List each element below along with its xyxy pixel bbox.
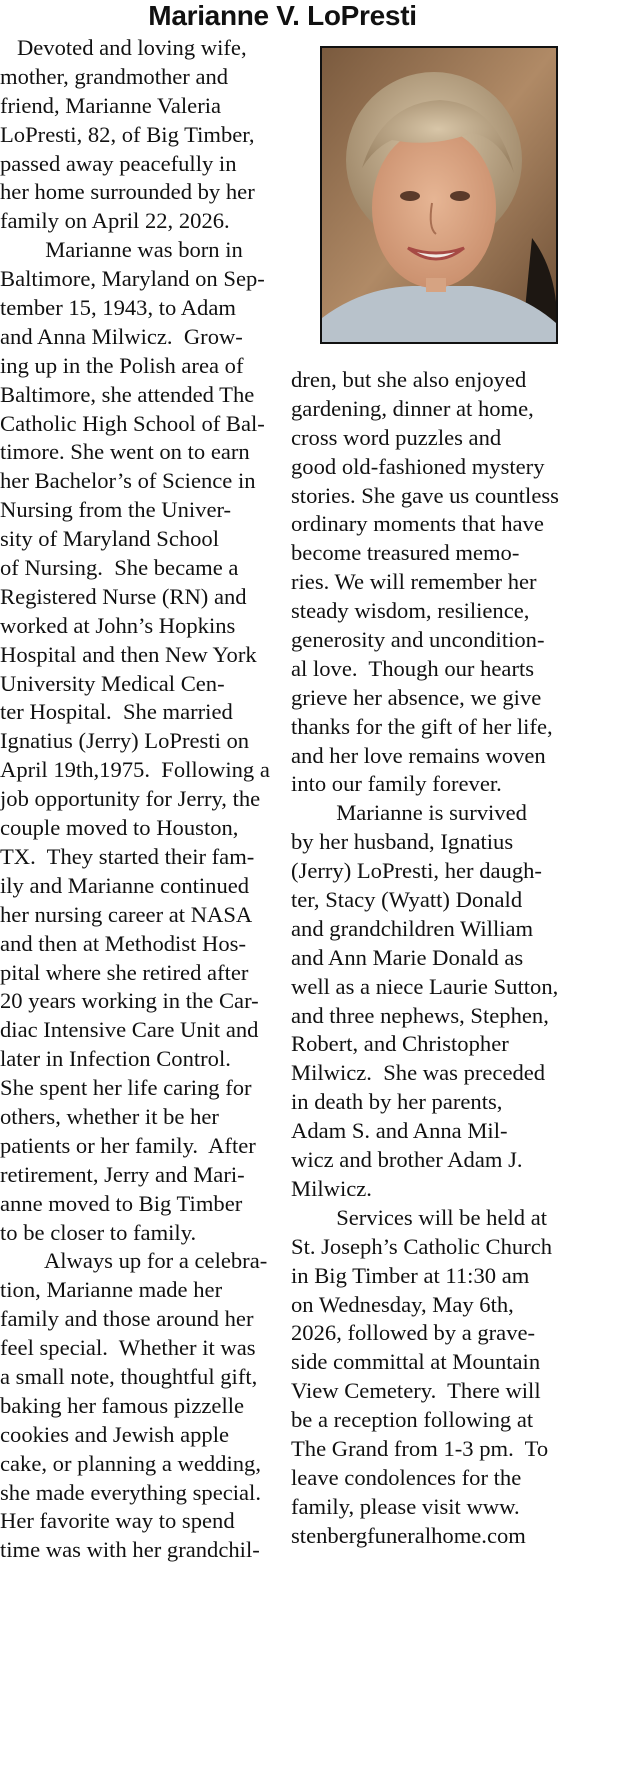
text-line: Registered Nurse (RN) and bbox=[0, 583, 247, 609]
text-line: Milwicz. She was preceded bbox=[291, 1060, 546, 1086]
text-line: and Anna Milwicz. Grow- bbox=[0, 323, 243, 349]
portrait-icon bbox=[322, 48, 556, 342]
text-line: TX. They started their fam- bbox=[0, 843, 255, 869]
text-line: others, whether it be her bbox=[0, 1103, 219, 1129]
text-line: worked at John’s Hopkins bbox=[0, 612, 236, 638]
text-line: of Nursing. She became a bbox=[0, 555, 239, 581]
text-line: dren, but she also enjoyed bbox=[291, 367, 527, 392]
text-line: her nursing career at NASA bbox=[0, 901, 253, 927]
text-line: ries. We will remember her bbox=[291, 569, 537, 595]
text-line: 20 years working in the Car- bbox=[0, 988, 259, 1014]
text-line: become treasured memo- bbox=[291, 540, 520, 566]
text-line: 2026, followed by a grave- bbox=[291, 1320, 536, 1346]
text-line: in death by her parents, bbox=[291, 1089, 503, 1115]
text-line: ordinary moments that have bbox=[291, 511, 544, 537]
text-line: View Cemetery. There will bbox=[291, 1378, 541, 1404]
text-line: job opportunity for Jerry, the bbox=[0, 786, 261, 812]
text-line: to be closer to family. bbox=[0, 1219, 197, 1245]
text-line: and then at Methodist Hos- bbox=[0, 930, 246, 956]
text-line: into our family forever. bbox=[291, 771, 502, 797]
text-line: generosity and uncondition- bbox=[291, 627, 545, 653]
text-line: University Medical Cen- bbox=[0, 670, 225, 696]
text-line: feel special. Whether it was bbox=[0, 1335, 256, 1361]
text-line: couple moved to Houston, bbox=[0, 815, 239, 841]
text-line: The Grand from 1-3 pm. To bbox=[291, 1435, 549, 1461]
text-line: anne moved to Big Timber bbox=[0, 1190, 243, 1216]
text-line: Milwicz. bbox=[291, 1175, 372, 1201]
text-line: ing up in the Polish area of bbox=[0, 352, 244, 378]
text-line: diac Intensive Care Unit and bbox=[0, 1017, 259, 1043]
text-line: cross word puzzles and bbox=[291, 424, 502, 450]
text-line: good old-fashioned mystery bbox=[291, 453, 545, 479]
text-line: Adam S. and Anna Mil- bbox=[291, 1118, 508, 1144]
text-line: Services will be held at bbox=[291, 1204, 547, 1230]
text-line: her Bachelor’s of Science in bbox=[0, 468, 256, 494]
text-line: be a reception following at bbox=[291, 1407, 534, 1433]
text-line: cookies and Jewish apple bbox=[0, 1421, 230, 1447]
text-line: LoPresti, 82, of Big Timber, bbox=[0, 121, 255, 147]
portrait-photo bbox=[320, 46, 558, 344]
text-line: stenbergfuneralhome.com bbox=[291, 1522, 526, 1548]
text-line: April 19th,1975. Following a bbox=[0, 757, 270, 783]
text-line: Baltimore, Maryland on Sep- bbox=[0, 266, 265, 292]
text-line: mother, grandmother and bbox=[0, 63, 229, 89]
text-line: Baltimore, she attended The bbox=[0, 381, 255, 407]
text-line: she made everything special. bbox=[0, 1479, 261, 1505]
obituary-title: Marianne V. LoPresti bbox=[148, 0, 417, 31]
text-line: wicz and brother Adam J. bbox=[291, 1147, 523, 1173]
text-line: cake, or planning a wedding, bbox=[0, 1450, 261, 1476]
text-line: Hospital and then New York bbox=[0, 641, 257, 667]
text-line: and three nephews, Stephen, bbox=[291, 1002, 549, 1028]
text-line: al love. Though our hearts bbox=[291, 655, 535, 681]
text-line: Devoted and loving wife, bbox=[0, 35, 247, 60]
text-line: and grandchildren William bbox=[291, 915, 534, 941]
text-line: gardening, dinner at home, bbox=[291, 395, 534, 421]
text-line: steady wisdom, resilience, bbox=[291, 598, 530, 624]
right-column bbox=[291, 366, 566, 1551]
text-line: tion, Marianne made her bbox=[0, 1277, 223, 1303]
text-line: family, please visit www. bbox=[291, 1493, 520, 1519]
text-line: and her love remains woven bbox=[291, 742, 546, 768]
text-line: Her favorite way to spend bbox=[0, 1508, 235, 1534]
text-line: well as a niece Laurie Sutton, bbox=[291, 973, 559, 999]
text-line: her home surrounded by her bbox=[0, 179, 255, 205]
text-line: Marianne was born in bbox=[0, 237, 243, 263]
text-line: baking her famous pizzelle bbox=[0, 1392, 245, 1418]
text-line: family and those around her bbox=[0, 1306, 254, 1332]
text-line: thanks for the gift of her life, bbox=[291, 713, 553, 739]
text-line: leave condolences for the bbox=[291, 1464, 522, 1490]
text-line: (Jerry) LoPresti, her daugh- bbox=[291, 858, 542, 884]
text-line: ter Hospital. She married bbox=[0, 699, 233, 725]
text-line: later in Infection Control. bbox=[0, 1046, 231, 1072]
text-line: Always up for a celebra- bbox=[0, 1248, 268, 1274]
text-line: ter, Stacy (Wyatt) Donald bbox=[291, 887, 523, 913]
text-line: Robert, and Christopher bbox=[291, 1031, 509, 1057]
text-line: retirement, Jerry and Mari- bbox=[0, 1161, 245, 1187]
text-line: sity of Maryland School bbox=[0, 526, 220, 552]
text-line: side committal at Mountain bbox=[291, 1349, 541, 1375]
text-line: Nursing from the Univer- bbox=[0, 497, 232, 523]
text-line: stories. She gave us countless bbox=[291, 482, 559, 508]
text-line: ily and Marianne continued bbox=[0, 872, 250, 898]
text-line: Ignatius (Jerry) LoPresti on bbox=[0, 728, 250, 754]
left-column bbox=[0, 34, 285, 1565]
text-line: in Big Timber at 11:30 am bbox=[291, 1262, 530, 1288]
text-line: family on April 22, 2026. bbox=[0, 208, 230, 234]
text-line: patients or her family. After bbox=[0, 1132, 256, 1158]
text-line: passed away peacefully in bbox=[0, 150, 237, 176]
text-line: timore. She went on to earn bbox=[0, 439, 250, 465]
text-line: time was with her grandchil- bbox=[0, 1537, 260, 1563]
text-line: a small note, thoughtful gift, bbox=[0, 1363, 258, 1389]
text-line: St. Joseph’s Catholic Church bbox=[291, 1233, 553, 1259]
text-line: on Wednesday, May 6th, bbox=[291, 1291, 514, 1317]
text-line: Catholic High School of Bal- bbox=[0, 410, 265, 436]
text-line: grieve her absence, we give bbox=[291, 684, 542, 710]
text-line: friend, Marianne Valeria bbox=[0, 92, 222, 118]
text-line: She spent her life caring for bbox=[0, 1075, 252, 1101]
text-line: pital where she retired after bbox=[0, 959, 249, 985]
text-line: by her husband, Ignatius bbox=[291, 829, 514, 855]
text-line: and Ann Marie Donald as bbox=[291, 944, 524, 970]
text-line: tember 15, 1943, to Adam bbox=[0, 295, 236, 321]
text-line: Marianne is survived bbox=[291, 800, 527, 826]
